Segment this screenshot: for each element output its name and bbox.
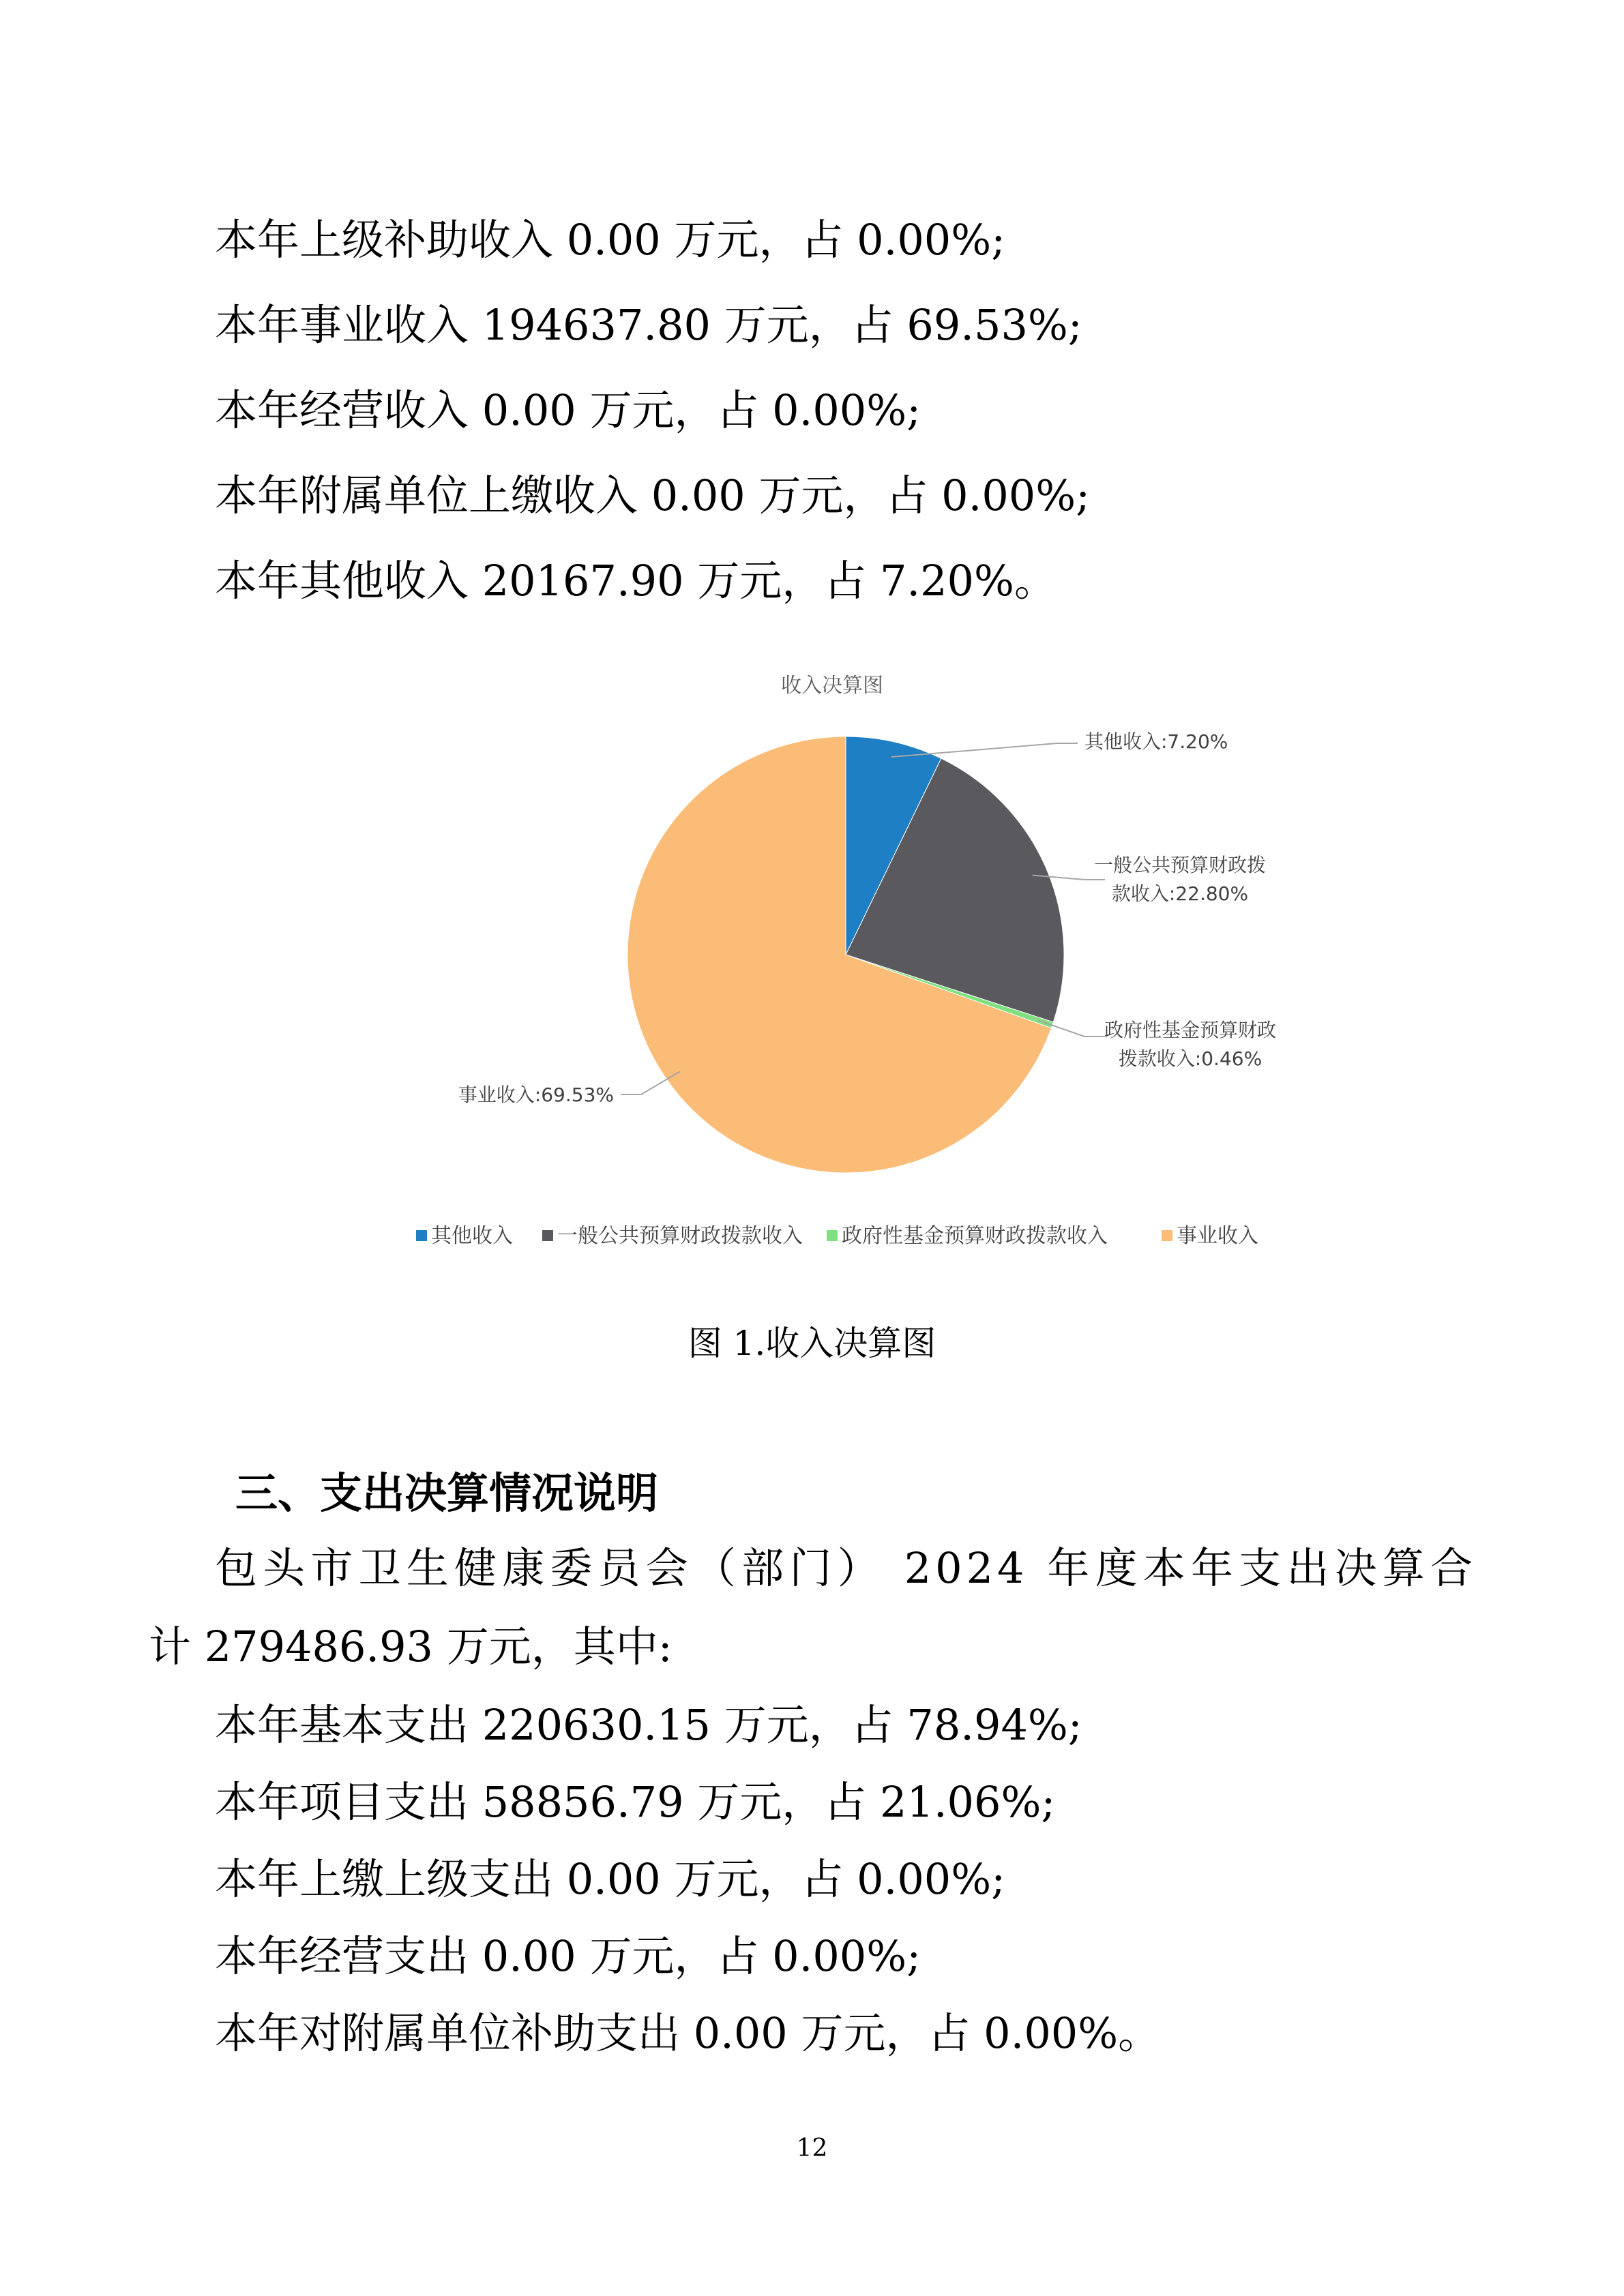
legend-swatch: [1162, 1230, 1172, 1241]
income-line-superior-subsidy: 本年上级补助收入 0.00 万元，占 0.00%;: [215, 215, 1006, 265]
legend-label: 一般公共预算财政拨款收入: [557, 1224, 803, 1248]
section-heading: 三、支出决算情况说明: [235, 1468, 659, 1518]
expenditure-intro-line-1: 包头市卫生健康委员会（部门） 2024 年度本年支出决算合: [215, 1543, 1477, 1593]
expenditure-intro-line-2: 计 279486.93 万元，其中:: [149, 1622, 673, 1671]
legend-swatch: [416, 1230, 427, 1241]
income-pie-chart: [396, 655, 1282, 1268]
data-label: 事业收入:69.53%: [458, 1084, 614, 1106]
data-label: 其他收入:7.20%: [1084, 730, 1228, 753]
legend-label: 其他收入: [431, 1224, 513, 1248]
data-label: 政府性基金预算财政拨款收入:0.46%: [1104, 1019, 1277, 1070]
expenditure-line-basic: 本年基本支出 220630.15 万元，占 78.94%;: [215, 1700, 1082, 1750]
legend-swatch: [827, 1230, 838, 1241]
legend-swatch: [542, 1230, 553, 1241]
figure-caption: 图 1.收入决算图: [688, 1324, 936, 1363]
income-line-operating: 本年经营收入 0.00 万元，占 0.00%;: [215, 385, 921, 435]
data-label: 一般公共预算财政拨款收入:22.80%: [1093, 854, 1267, 905]
income-line-affiliated: 本年附属单位上缴收入 0.00 万元，占 0.00%;: [215, 471, 1091, 520]
legend-label: 政府性基金预算财政拨款收入: [842, 1224, 1108, 1248]
chart-title: 收入决算图: [781, 674, 883, 698]
expenditure-line-operating: 本年经营支出 0.00 万元，占 0.00%;: [215, 1931, 921, 1981]
expenditure-line-remit-superior: 本年上缴上级支出 0.00 万元，占 0.00%;: [215, 1854, 1006, 1904]
income-line-business: 本年事业收入 194637.80 万元，占 69.53%;: [215, 300, 1082, 350]
expenditure-line-project: 本年项目支出 58856.79 万元，占 21.06%;: [215, 1777, 1056, 1827]
expenditure-line-affiliated-subsidy: 本年对附属单位补助支出 0.00 万元，占 0.00%。: [215, 2008, 1161, 2058]
income-line-other: 本年其他收入 20167.90 万元，占 7.20%。: [215, 556, 1057, 606]
legend-label: 事业收入: [1177, 1224, 1258, 1248]
page-number: 12: [796, 2134, 828, 2162]
